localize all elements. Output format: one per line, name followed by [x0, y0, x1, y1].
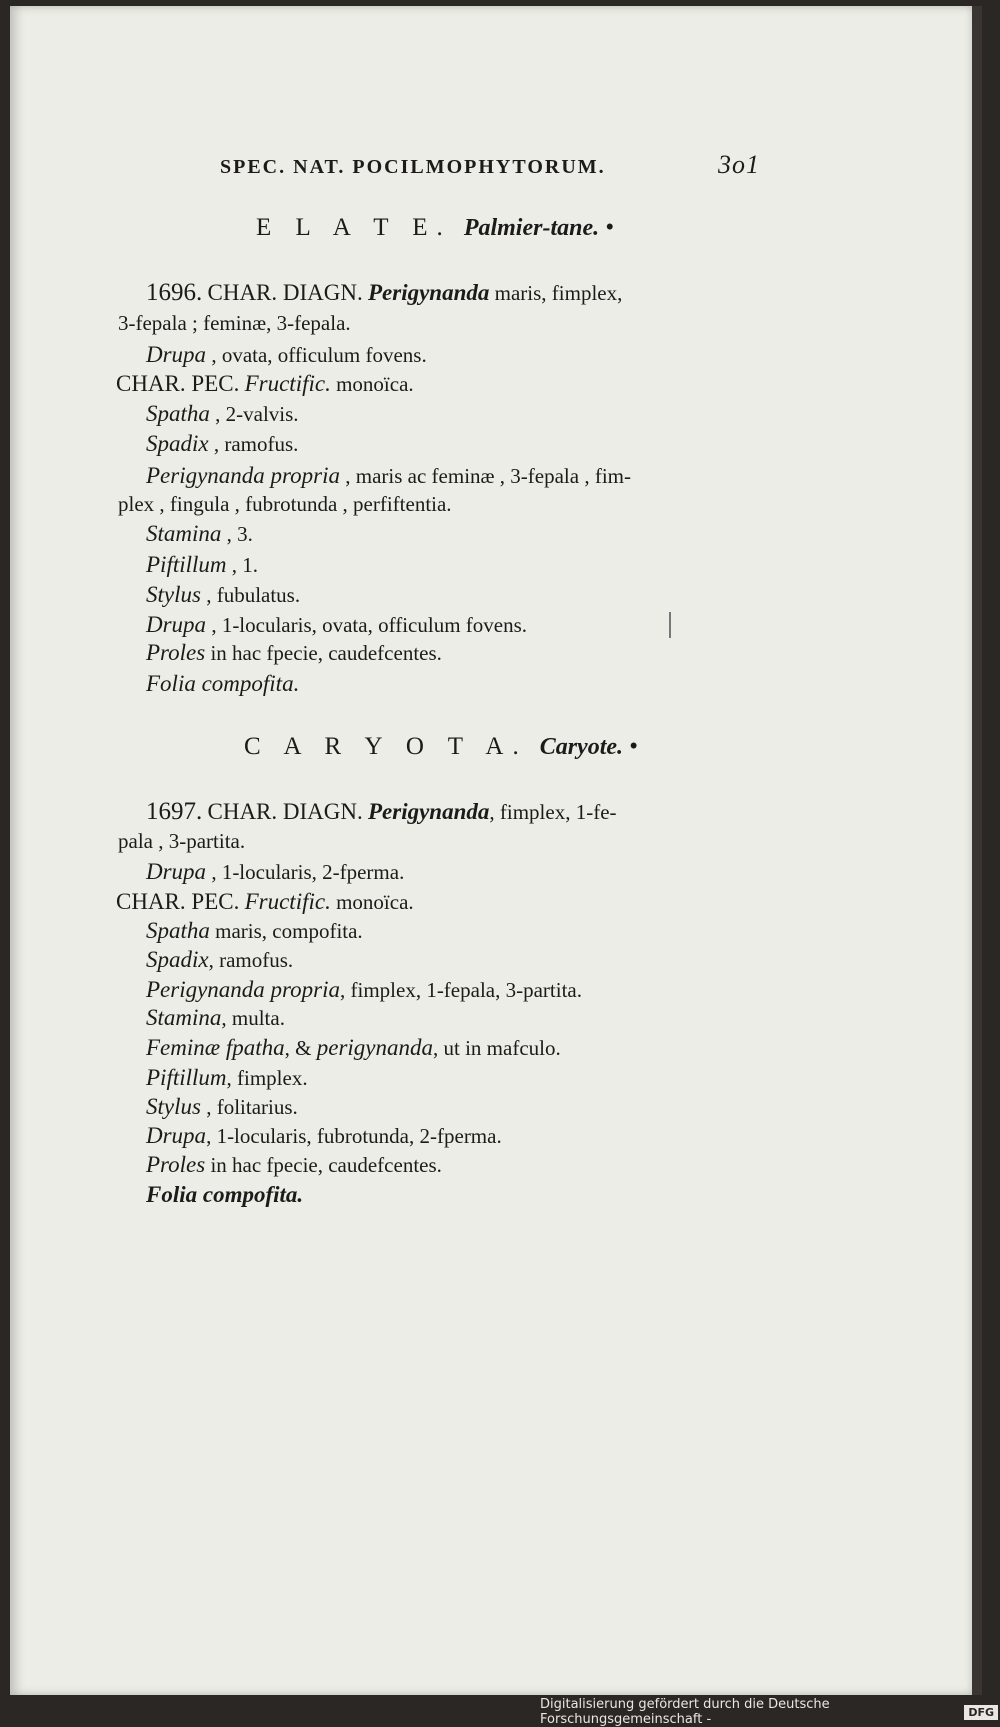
entry-line: Stamina , 3.	[146, 521, 253, 546]
entry-line: 1697. CHAR. DIAGN. Perigynanda, fimplex, 1-fe-	[146, 798, 617, 825]
entry-line: Proles in hac fpecie, caudefcentes.	[146, 1152, 442, 1177]
entry-line: CHAR. PEC. Fructific. monoïca.	[116, 371, 414, 396]
entry-line: CHAR. PEC. Fructific. monoïca.	[116, 889, 414, 914]
page-number: 3o1	[718, 150, 760, 179]
vernacular-name: Palmier-tane.	[463, 215, 600, 241]
genus-name: E L A T E.	[256, 214, 452, 241]
entry-line: Spatha maris, compofita.	[146, 918, 363, 943]
entry-line: Feminæ fpatha, & perigynanda, ut in mafculo.	[146, 1035, 561, 1060]
entry-line: 1696. CHAR. DIAGN. Perigynanda maris, fimplex,	[146, 279, 623, 306]
entry-line: Spadix, ramofus.	[146, 947, 294, 972]
pencil-mark	[669, 612, 671, 638]
entry-line: Piftillum, fimplex.	[146, 1065, 308, 1090]
entry-line: 3-fepala ; feminæ, 3-fepala.	[118, 311, 351, 335]
entry-line: plex , fingula , fubrotunda , perfiftentia.	[118, 492, 452, 516]
entry-line: Folia compofita.	[146, 671, 300, 696]
entry-line: Drupa , 1-locularis, ovata, officulum fovens.	[146, 612, 528, 637]
entry-line: Folia compofita.	[146, 1182, 304, 1207]
entry-line: Drupa, 1-locularis, fubrotunda, 2-fperma.	[146, 1123, 502, 1148]
entry-line: Proles in hac fpecie, caudefcentes.	[146, 640, 442, 665]
dfg-logo: DFG	[964, 1705, 998, 1720]
entry-line: Stylus , fubulatus.	[146, 582, 301, 607]
entry-line: Perigynanda propria , maris ac feminæ , 3-fepala , fim-	[146, 463, 631, 488]
genus-heading-elate	[256, 214, 614, 242]
entry-line: Perigynanda propria, fimplex, 1-fepala, 3-partita.	[146, 977, 582, 1002]
star-mark: •	[629, 733, 639, 760]
credit-text: Digitalisierung gefördert durch die Deutsche Forschungsgemeinschaft -	[540, 1697, 830, 1727]
running-title: SPEC. NAT. POCILMOPHYTORUM.	[220, 156, 606, 178]
entry-line: Piftillum , 1.	[146, 552, 258, 577]
page-edge	[972, 6, 982, 1695]
entry-line: pala , 3-partita.	[118, 829, 246, 853]
star-mark: •	[605, 214, 615, 241]
entry-line: Drupa , ovata, officulum fovens.	[146, 342, 427, 367]
genus-name: C A R Y O T A.	[244, 733, 528, 760]
genus-heading-caryota	[244, 733, 638, 761]
vernacular-name: Caryote.	[539, 734, 624, 760]
entry-line: Stylus , folitarius.	[146, 1094, 298, 1119]
entry-line: Spatha , 2-valvis.	[146, 401, 299, 426]
entry-line: Stamina, multa.	[146, 1005, 285, 1030]
digitization-credit	[540, 1697, 998, 1727]
entry-line: Spadix , ramofus.	[146, 431, 299, 456]
entry-line: Drupa , 1-locularis, 2-fperma.	[146, 859, 405, 884]
running-header	[220, 150, 760, 180]
